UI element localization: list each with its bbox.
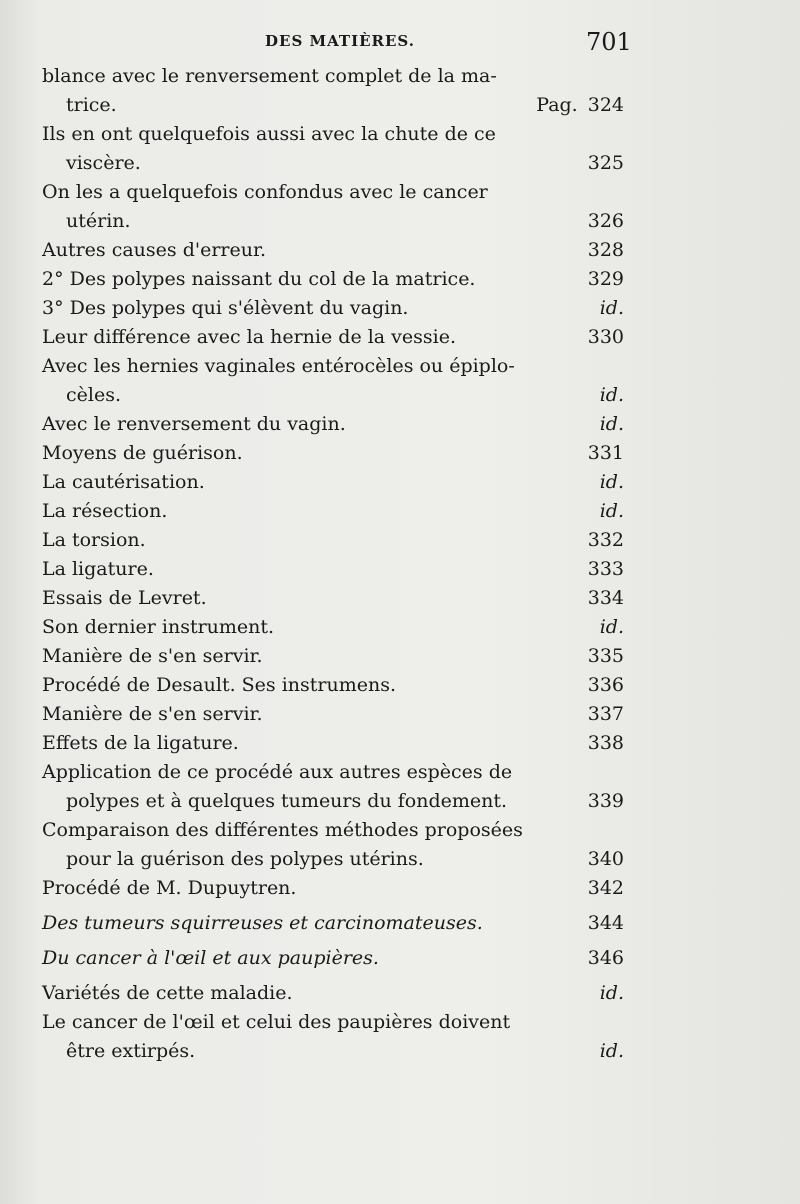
entry-page-number: [600, 613, 624, 642]
page-value: 325: [587, 152, 624, 174]
toc-entry-line: [0, 323, 800, 352]
entry-text: Ils en ont quelquefois aussi avec la chute de ce: [42, 123, 496, 145]
entry-text: Manière de s'en servir.: [42, 645, 263, 667]
entry-page-number: [588, 874, 624, 903]
toc-entry-line: [0, 526, 800, 555]
toc-entry: [0, 352, 800, 410]
toc-entry-line: [0, 91, 800, 120]
toc-entry: [0, 584, 800, 613]
toc-entry-line: [0, 729, 800, 758]
toc-entry: [0, 236, 800, 265]
entry-page-number: [588, 845, 624, 874]
toc-entry: [0, 120, 800, 178]
page-value: 330: [587, 326, 624, 348]
toc-entry-line: [0, 555, 800, 584]
entry-page-number: [588, 642, 624, 671]
toc-entry: [0, 642, 800, 671]
toc-entry: [0, 944, 800, 973]
toc-entry: [0, 468, 800, 497]
toc-entry: [0, 62, 800, 120]
entry-text: Procédé de Desault. Ses instrumens.: [42, 674, 397, 696]
entry-text: blance avec le renversement complet de la ma-: [42, 65, 497, 87]
entry-text: Procédé de M. Dupuytren.: [42, 877, 297, 899]
toc-entry-line: [0, 207, 800, 236]
toc-entry: [0, 816, 800, 874]
page-value: 324: [587, 94, 624, 116]
toc-entry-line: [0, 294, 800, 323]
toc-entry-line: [0, 909, 800, 938]
toc-entry-line: [0, 62, 800, 91]
entry-page-number: [600, 468, 624, 497]
entry-text: Effets de la ligature.: [42, 732, 239, 754]
toc-entry: [0, 729, 800, 758]
entry-text: viscère.: [66, 152, 141, 174]
page-value: id.: [599, 616, 624, 638]
entry-page-number: [600, 497, 624, 526]
entry-text: polypes et à quelques tumeurs du fondement.: [66, 790, 508, 812]
entry-page-number: [600, 410, 624, 439]
entry-text: trice.: [66, 94, 117, 116]
entry-text: Des tumeurs squirreuses et carcinomateuses.: [42, 912, 483, 934]
toc-entry-line: [0, 787, 800, 816]
entry-page-number: [600, 294, 624, 323]
entry-text: utérin.: [66, 210, 131, 232]
toc-entry: [0, 178, 800, 236]
toc-entry: [0, 497, 800, 526]
toc-entry: [0, 265, 800, 294]
toc-entry: [0, 1008, 800, 1066]
page-value: 334: [587, 587, 624, 609]
entry-text: Autres causes d'erreur.: [42, 239, 267, 261]
entry-text: Variétés de cette maladie.: [42, 982, 293, 1004]
entry-page-number: [536, 91, 624, 120]
page-header: [0, 28, 800, 62]
toc-entry-line: [0, 410, 800, 439]
toc-entry-line: [0, 381, 800, 410]
toc-entry: [0, 909, 800, 938]
page-value: 328: [587, 239, 624, 261]
page-value: 326: [587, 210, 624, 232]
page-value: 339: [587, 790, 624, 812]
toc-entry-line: [0, 149, 800, 178]
toc-entry: [0, 323, 800, 352]
page-value: 332: [587, 529, 624, 551]
page-value: 336: [587, 674, 624, 696]
page-value: 346: [587, 947, 624, 969]
toc-entry-line: [0, 979, 800, 1008]
table-of-contents: [0, 62, 800, 1066]
entry-text: Manière de s'en servir.: [42, 703, 263, 725]
toc-entry-line: [0, 874, 800, 903]
page-value: 331: [587, 442, 624, 464]
entry-page-number: [588, 909, 624, 938]
entry-text: 3° Des polypes qui s'élèvent du vagin.: [42, 297, 409, 319]
entry-page-number: [588, 207, 624, 236]
entry-page-number: [588, 584, 624, 613]
toc-entry-line: [0, 944, 800, 973]
entry-page-number: [600, 979, 624, 1008]
toc-entry: [0, 700, 800, 729]
page-value: 340: [587, 848, 624, 870]
entry-page-number: [588, 265, 624, 294]
page-value: id.: [599, 384, 624, 406]
toc-entry-line: [0, 845, 800, 874]
page-value: 337: [587, 703, 624, 725]
entry-page-number: [588, 729, 624, 758]
page-value: id.: [599, 297, 624, 319]
entry-page-number: [600, 1037, 624, 1066]
toc-entry-line: [0, 236, 800, 265]
entry-page-number: [588, 526, 624, 555]
toc-entry-line: [0, 439, 800, 468]
entry-text: Application de ce procédé aux autres espèces de: [42, 761, 513, 783]
page-value: 342: [587, 877, 624, 899]
toc-entry: [0, 294, 800, 323]
toc-entry: [0, 671, 800, 700]
toc-entry-line: [0, 1008, 800, 1037]
entry-text: Leur différence avec la hernie de la vessie.: [42, 326, 457, 348]
entry-text: La résection.: [42, 500, 168, 522]
page-number: 701: [586, 28, 632, 56]
toc-entry-line: [0, 700, 800, 729]
toc-entry: [0, 979, 800, 1008]
entry-page-number: [588, 236, 624, 265]
entry-text: Du cancer à l'œil et aux paupières.: [42, 947, 379, 969]
toc-entry-line: [0, 497, 800, 526]
entry-text: être extirpés.: [66, 1040, 196, 1062]
toc-entry-line: [0, 468, 800, 497]
entry-text: La torsion.: [42, 529, 146, 551]
page-value: id.: [599, 471, 624, 493]
page-value: 338: [587, 732, 624, 754]
entry-page-number: [588, 149, 624, 178]
page-value: id.: [599, 982, 624, 1004]
toc-entry-line: [0, 120, 800, 149]
entry-page-number: [588, 671, 624, 700]
page-value: 329: [587, 268, 624, 290]
toc-entry-line: [0, 671, 800, 700]
page-value: 344: [587, 912, 624, 934]
entry-text: Essais de Levret.: [42, 587, 207, 609]
toc-entry: [0, 555, 800, 584]
entry-page-number: [588, 439, 624, 468]
entry-text: Avec les hernies vaginales entérocèles ou épiplo-: [42, 355, 515, 377]
toc-entry: [0, 526, 800, 555]
entry-text: La ligature.: [42, 558, 154, 580]
page-prefix: Pag.: [536, 94, 578, 116]
page-value: id.: [599, 413, 624, 435]
toc-entry-line: [0, 816, 800, 845]
toc-entry-line: [0, 642, 800, 671]
toc-entry: [0, 439, 800, 468]
toc-entry: [0, 613, 800, 642]
toc-entry-line: [0, 584, 800, 613]
entry-text: Moyens de guérison.: [42, 442, 243, 464]
toc-entry-line: [0, 265, 800, 294]
entry-page-number: [588, 787, 624, 816]
toc-entry: [0, 758, 800, 816]
page-value: 333: [587, 558, 624, 580]
page-value: id.: [599, 1040, 624, 1062]
page-value: 335: [587, 645, 624, 667]
entry-page-number: [588, 944, 624, 973]
toc-entry: [0, 874, 800, 903]
entry-text: Son dernier instrument.: [42, 616, 275, 638]
toc-entry-line: [0, 613, 800, 642]
entry-page-number: [588, 555, 624, 584]
entry-text: pour la guérison des polypes utérins.: [66, 848, 424, 870]
toc-entry-line: [0, 178, 800, 207]
entry-page-number: [588, 323, 624, 352]
running-title: DES MATIÈRES.: [265, 32, 415, 50]
entry-text: On les a quelquefois confondus avec le cancer: [42, 181, 488, 203]
entry-page-number: [600, 381, 624, 410]
toc-entry-line: [0, 1037, 800, 1066]
entry-page-number: [588, 700, 624, 729]
entry-text: 2° Des polypes naissant du col de la matrice.: [42, 268, 476, 290]
entry-text: Le cancer de l'œil et celui des paupières doivent: [42, 1011, 511, 1033]
toc-entry-line: [0, 352, 800, 381]
entry-text: La cautérisation.: [42, 471, 205, 493]
toc-entry: [0, 410, 800, 439]
entry-text: cèles.: [66, 384, 121, 406]
toc-entry-line: [0, 758, 800, 787]
page-value: id.: [599, 500, 624, 522]
entry-text: Avec le renversement du vagin.: [42, 413, 346, 435]
entry-text: Comparaison des différentes méthodes proposées: [42, 819, 523, 841]
